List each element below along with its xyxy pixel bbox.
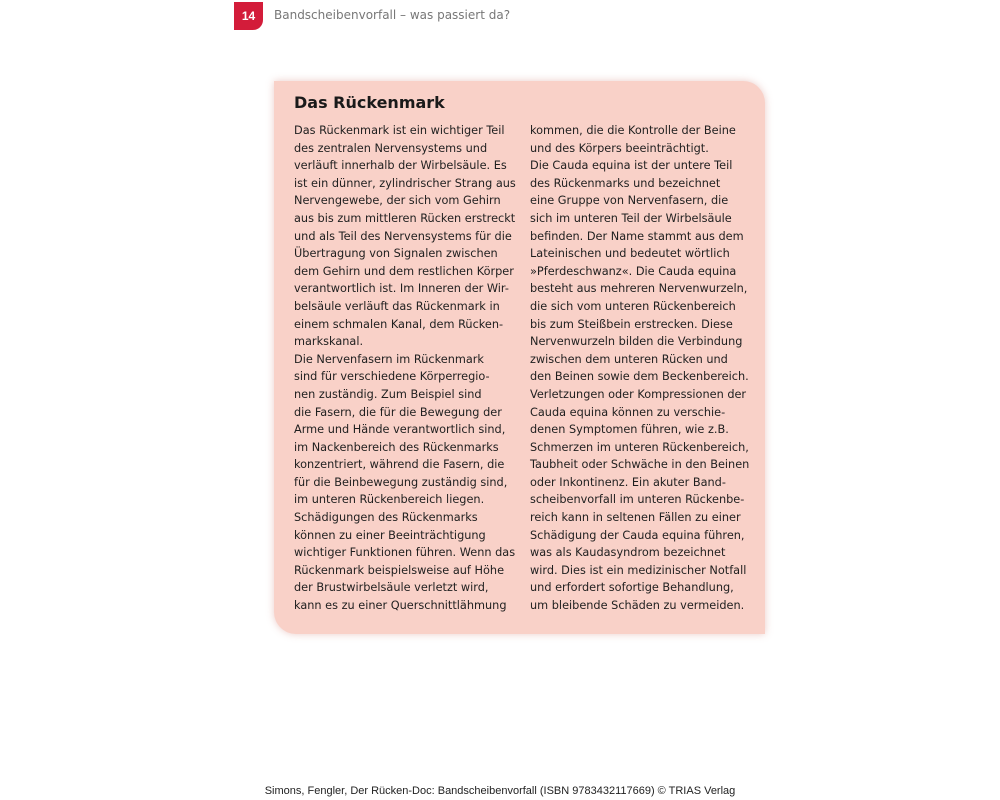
text-line: Cauda equina können zu verschie- <box>530 405 726 419</box>
text-line: des Rückenmarks und bezeichnet <box>530 176 721 190</box>
text-line: und des Körpers beeinträchtigt. <box>530 141 709 155</box>
text-line: Schädigungen des Rückenmarks <box>294 511 478 525</box>
text-line: und erfordert sofortige Behandlung, <box>530 581 734 595</box>
text-line: besteht aus mehreren Nervenwurzeln, <box>530 282 748 296</box>
footer-citation: Simons, Fengler, Der Rücken-Doc: Bandscheibenvorfall (ISBN 9783432117669) © TRIAS Verlag <box>264 785 736 797</box>
page-number-badge <box>234 2 263 30</box>
text-line: für die Beinbewegung zuständig sind, <box>294 475 508 489</box>
text-line: Die Nervenfasern im Rückenmark <box>294 352 484 366</box>
text-line: der Brustwirbelsäule verletzt wird, <box>294 581 489 595</box>
running-header-title: Bandscheibenvorfall – was passiert da? <box>274 8 511 22</box>
text-line: können zu einer Beeinträchtigung <box>294 528 486 542</box>
text-line: Schädigung der Cauda equina führen, <box>530 528 745 542</box>
text-line: markskanal. <box>294 335 364 349</box>
text-line: belsäule verläuft das Rückenmark in <box>294 299 500 313</box>
info-box-rueckenmark <box>274 81 765 634</box>
text-line: Arme und Hände verantwortlich sind, <box>294 423 506 437</box>
text-line: Schmerzen im unteren Rückenbereich, <box>530 440 749 454</box>
text-line: zwischen dem unteren Rücken und <box>530 352 728 366</box>
text-line: wird. Dies ist ein medizinischer Notfall <box>530 563 747 577</box>
text-line: aus bis zum mittleren Rücken erstreckt <box>294 211 516 225</box>
text-line: bis zum Steißbein erstrecken. Diese <box>530 317 733 331</box>
info-box-title: Das Rückenmark <box>294 93 445 112</box>
text-line: Das Rückenmark ist ein wichtiger Teil <box>294 124 505 137</box>
text-line: einem schmalen Kanal, dem Rücken- <box>294 317 504 331</box>
text-line: sind für verschiedene Körperregio- <box>294 370 490 384</box>
text-line: kommen, die die Kontrolle der Beine <box>530 124 736 137</box>
text-line: Lateinischen und bedeutet wörtlich <box>530 247 730 261</box>
page-number: 14 <box>241 9 256 23</box>
text-line: im Nackenbereich des Rückenmarks <box>294 440 499 454</box>
text-line: kann es zu einer Querschnittlähmung <box>294 599 507 613</box>
text-line: des zentralen Nervensystems und <box>294 141 488 155</box>
text-line: eine Gruppe von Nervenfasern, die <box>530 194 729 208</box>
text-line: reich kann in seltenen Fällen zu einer <box>530 511 741 525</box>
text-line: nen zuständig. Zum Beispiel sind <box>294 387 482 401</box>
text-line: ist ein dünner, zylindrischer Strang aus <box>294 176 516 190</box>
text-line: Taubheit oder Schwäche in den Beinen <box>530 458 750 472</box>
text-line: wichtiger Funktionen führen. Wenn das <box>294 546 516 560</box>
text-line: und als Teil des Nervensystems für die <box>294 229 512 243</box>
text-line: im unteren Rückenbereich liegen. <box>294 493 485 507</box>
text-line: konzentriert, während die Fasern, die <box>294 458 505 472</box>
text-line: Rückenmark beispielsweise auf Höhe <box>294 563 505 577</box>
text-line: scheibenvorfall im unteren Rückenbe- <box>530 493 745 507</box>
text-line: Übertragung von Signalen zwischen <box>294 247 498 261</box>
text-column-right <box>530 122 752 615</box>
text-line: denen Symptomen führen, wie z.B. <box>530 423 729 437</box>
text-line: befinden. Der Name stammt aus dem <box>530 229 744 243</box>
text-line: die sich vom unteren Rückenbereich <box>530 299 736 313</box>
text-line: oder Inkontinenz. Ein akuter Band- <box>530 475 726 489</box>
text-line: sich im unteren Teil der Wirbelsäule <box>530 211 732 225</box>
text-column-left <box>294 122 516 615</box>
text-line: verantwortlich ist. Im Inneren der Wir- <box>294 282 509 296</box>
text-line: Nervengewebe, der sich vom Gehirn <box>294 194 501 208</box>
text-line: dem Gehirn und dem restlichen Körper <box>294 264 514 278</box>
text-line: Die Cauda equina ist der untere Teil <box>530 159 733 173</box>
text-line: die Fasern, die für die Bewegung der <box>294 405 502 419</box>
text-line: Verletzungen oder Kompressionen der <box>530 387 747 401</box>
text-line: verläuft innerhalb der Wirbelsäule. Es <box>294 159 507 173</box>
text-line: Nervenwurzeln bilden die Verbindung <box>530 335 743 349</box>
text-line: den Beinen sowie dem Beckenbereich. <box>530 370 749 384</box>
text-line: »Pferdeschwanz«. Die Cauda equina <box>530 264 737 278</box>
text-line: um bleibende Schäden zu vermeiden. <box>530 599 745 613</box>
text-line: was als Kaudasyndrom bezeichnet <box>530 546 726 560</box>
